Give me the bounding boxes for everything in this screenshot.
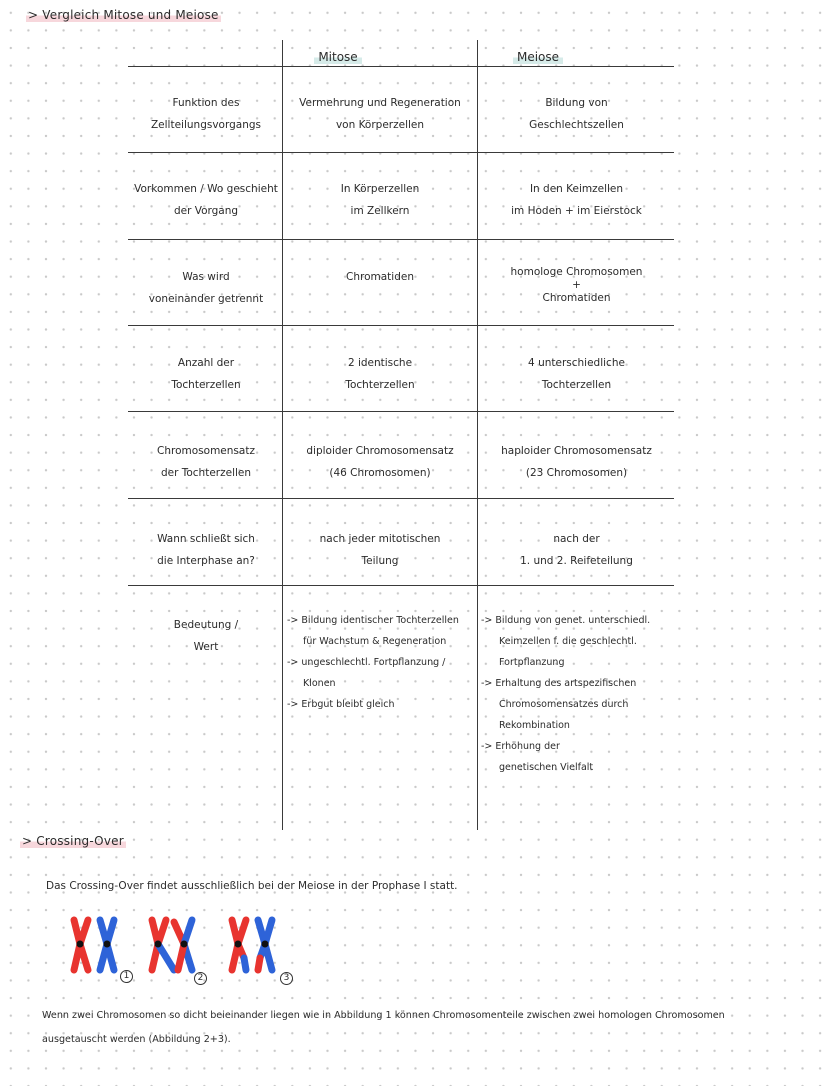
table-rule-6: [128, 585, 674, 586]
table-rule-2: [128, 239, 674, 240]
cell-mitose: Chromatiden: [346, 271, 414, 283]
row-label: Bedeutung / Wert: [173, 619, 239, 653]
row-label: Wann schließt sich die Interphase an?: [157, 533, 255, 567]
figure-number-2: 2: [194, 972, 207, 985]
table-rule-3: [128, 325, 674, 326]
cell-meiose: nach der 1. und 2. Reifeteilung: [520, 533, 633, 567]
table-rule-header: [128, 66, 674, 67]
section-title-vergleich: > Vergleich Mitose und Meiose: [28, 8, 219, 22]
section-title-crossing-over: > Crossing-Over: [22, 834, 124, 848]
cell-meiose: In den Keimzellen im Hoden + im Eierstock: [511, 183, 642, 217]
row-label: Was wird voneinander getrennt: [148, 271, 264, 305]
cell-meiose: 4 unterschiedliche Tochterzellen: [528, 357, 625, 391]
row-label: Funktion des Zellteilungsvorgangs: [150, 97, 261, 131]
crossing-over-intro: Das Crossing-Over findet ausschließlich bei der Meiose in der Prophase I statt.: [46, 880, 458, 892]
row-label: Chromosomensatz der Tochterzellen: [157, 445, 255, 479]
cell-mitose: Vermehrung und Regeneration von Körperzellen: [299, 97, 461, 131]
cell-meiose: haploider Chromosomensatz (23 Chromosomen): [501, 445, 652, 479]
cell-meiose: Bildung von Geschlechtszellen: [529, 97, 624, 131]
row-label: Vorkommen / Wo geschieht der Vorgang: [134, 183, 278, 217]
table-divider-right: [477, 40, 478, 830]
chromosome-figure-1: [66, 914, 124, 978]
header-meiose: Meiose: [478, 50, 598, 64]
cell-mitose: diploider Chromosomensatz (46 Chromosomen): [306, 445, 454, 479]
table-rule-4: [128, 411, 674, 412]
table-divider-left: [282, 40, 283, 830]
figure-number-1: 1: [120, 970, 133, 983]
cell-meiose-bullets: -> Bildung von genet. unterschiedl. Keimzellen f. die geschlechtl. Fortpflanzung -> Erhaltung des artspezifischen Chromosomensatzes durch Rekombination -> Erhöhung der genetischen Vielfalt: [481, 615, 651, 773]
row-label: Anzahl der Tochterzellen: [171, 357, 241, 391]
cell-mitose: 2 identische Tochterzellen: [345, 357, 415, 391]
cell-mitose-bullets: -> Bildung identischer Tochterzellen für Wachstum & Regeneration -> ungeschlechtl. Fortpflanzung / Klonen -> Erbgut bleibt gleich: [287, 615, 459, 710]
cell-mitose: In Körperzellen im Zellkern: [340, 183, 420, 217]
table-rule-5: [128, 498, 674, 499]
chromosome-figure-3: [224, 914, 282, 978]
chromosome-figure-2: [144, 914, 202, 978]
cell-meiose: homologe Chromosomen + Chromatiden: [510, 266, 643, 304]
table-rule-1: [128, 152, 674, 153]
crossing-over-paragraph: Wenn zwei Chromosomen so dicht beieinander liegen wie in Abbildung 1 können Chromosomenteile zwischen zwei homologen Chromosomen ausgetauscht werden (Abbildung 2+3).: [42, 1010, 725, 1045]
figure-number-3: 3: [280, 972, 293, 985]
cell-mitose: nach jeder mitotischen Teilung: [319, 533, 441, 567]
header-mitose: Mitose: [278, 50, 398, 64]
